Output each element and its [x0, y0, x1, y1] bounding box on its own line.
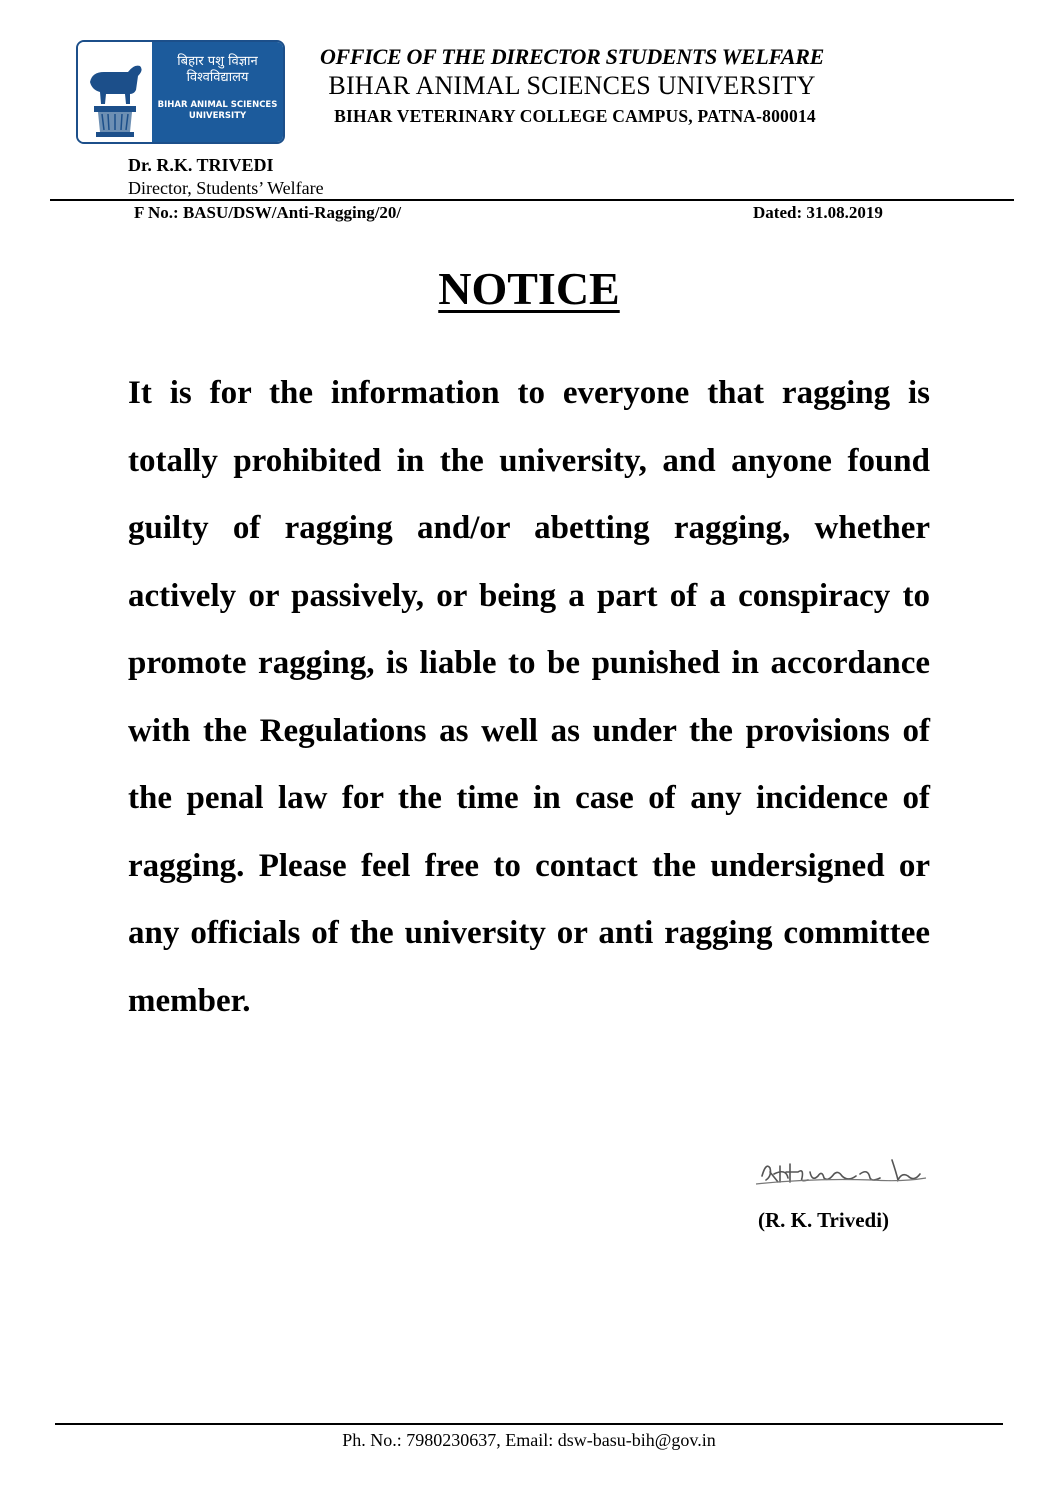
footer-divider: [55, 1423, 1003, 1425]
issuer-name: Dr. R.K. TRIVEDI: [128, 155, 274, 175]
university-logo: [76, 40, 285, 144]
handwritten-signature: [752, 1152, 930, 1192]
cow-emblem-icon: [78, 42, 152, 142]
logo-english-name: BIHAR ANIMAL SCIENCES UNIVERSITY: [157, 100, 278, 121]
header-divider: [50, 199, 1014, 201]
footer-contact: Ph. No.: 7980230637, Email: dsw-basu-bih@gov.in: [342, 1430, 716, 1450]
university-heading: BIHAR ANIMAL SCIENCES UNIVERSITY: [328, 71, 816, 100]
issuer-designation: Director, Students’ Welfare: [128, 178, 324, 198]
file-number: F No.: BASU/DSW/Anti-Ragging/20/: [134, 203, 402, 222]
logo-text-panel: [152, 42, 283, 142]
notice-body: It is for the information to everyone that ragging is totally prohibited in the university, and anyone found guilty of ragging and/or abetting ragging, whether actively or passively, or being a part of a conspiracy to promote ragging, is liable to be punished in accordance with the Regulations as well as under the provisions of the penal law for the time in case of any incidence of ragging. Please feel free to contact the undersigned or any officials of the university or anti ragging committee member.: [128, 375, 930, 1019]
signatory-name: (R. K. Trivedi): [758, 1208, 890, 1232]
notice-date: Dated: 31.08.2019: [753, 203, 883, 222]
notice-title: NOTICE: [438, 263, 620, 314]
campus-address: BIHAR VETERINARY COLLEGE CAMPUS, PATNA-800014: [334, 106, 816, 126]
office-heading: OFFICE OF THE DIRECTOR STUDENTS WELFARE: [319, 44, 825, 69]
logo-hindi-name: बिहार पशु विज्ञान विश्वविद्यालय: [177, 54, 258, 85]
